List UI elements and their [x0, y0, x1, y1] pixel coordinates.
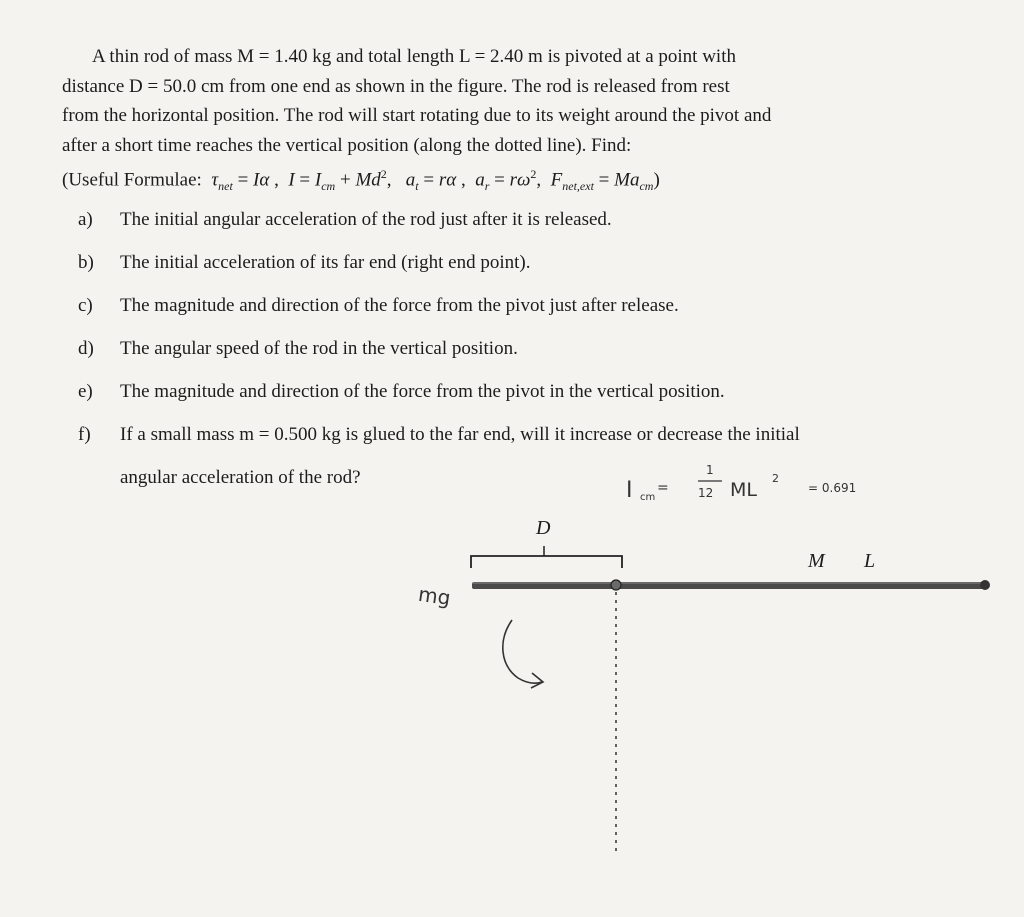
rod-end-point	[980, 580, 990, 590]
part-b: b) The initial acceleration of its far end (right end point).	[78, 252, 531, 273]
handwritten-icm-sub: cm	[640, 492, 656, 503]
part-d: d) The angular speed of the rod in the vertical position.	[78, 338, 518, 359]
formula-prefix: (Useful Formulae:	[62, 169, 202, 191]
problem-line-2: distance D = 50.0 cm from one end as shown in the figure. The rod is released from rest	[62, 75, 730, 97]
handwritten-equals: =	[657, 480, 669, 496]
handwritten-frac-den: 12	[698, 486, 714, 500]
label-m: M	[808, 550, 825, 572]
handwritten-frac-num: 1	[706, 463, 714, 477]
part-e: e) The magnitude and direction of the force from the pivot in the vertical position.	[78, 381, 725, 402]
problem-line-3: from the horizontal position. The rod will start rotating due to its weight around the pivot and	[62, 105, 772, 126]
part-f: f) If a small mass m = 0.500 kg is glued to the far end, will it increase or decrease the initial	[78, 424, 800, 445]
problem-line-1: A thin rod of mass M = 1.40 kg and total length L = 2.40 m is pivoted at a point with	[92, 46, 736, 67]
label-l: L	[864, 550, 876, 572]
useful-formulae: (Useful Formulae: $\tau_{net} = I\alpha$ , $I = I_{cm} + Md^2$, $a_t = r\alpha$ , $a_r = r\omega^2$, $F_{net,ext} = Ma_{cm}$)	[62, 167, 660, 194]
rotation-arrow-head	[531, 673, 543, 688]
handwritten-ml: ML	[730, 479, 757, 501]
part-c: c) The magnitude and direction of the force from the pivot just after release.	[78, 295, 679, 316]
handwritten-ml-exp: 2	[772, 472, 779, 485]
handwritten-icm: I	[626, 478, 633, 503]
d-bracket	[471, 556, 622, 568]
problem-line-4: after a short time reaches the vertical position (along the dotted line). Find:	[62, 134, 632, 156]
part-a: a) The initial angular acceleration of the rod just after it is released.	[78, 209, 612, 230]
handwritten-value: = 0.691	[808, 481, 857, 495]
handwritten-mg: mg	[416, 581, 453, 611]
part-f-continued: angular acceleration of the rod?	[120, 467, 361, 488]
pivot-point	[611, 580, 621, 590]
label-d: D	[536, 517, 551, 539]
rotation-arrow	[503, 620, 542, 683]
